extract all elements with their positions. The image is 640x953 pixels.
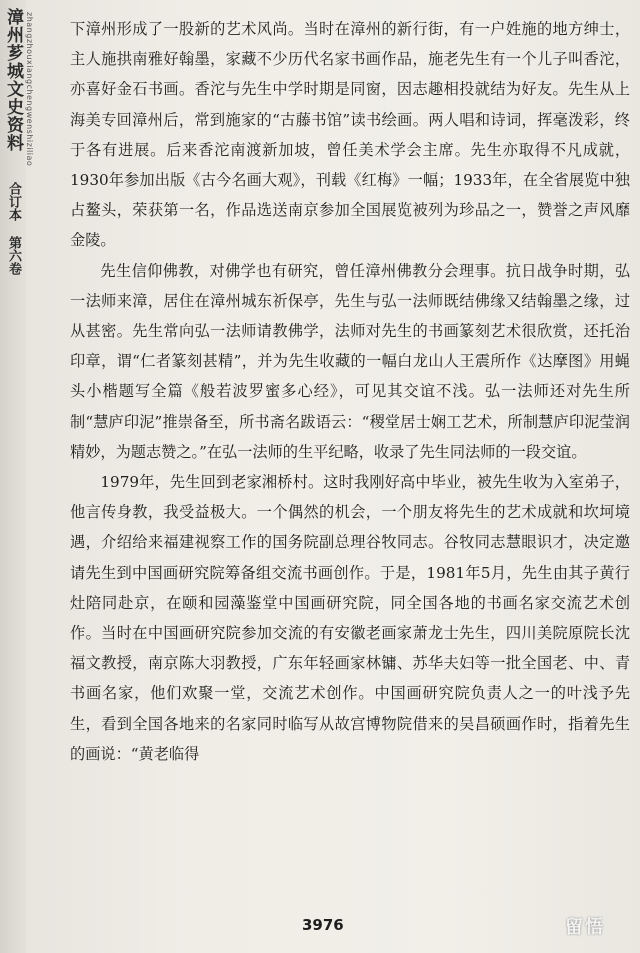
- page-body-text: [70, 14, 630, 769]
- page-number: 3976: [302, 916, 344, 934]
- paragraph: 先生信仰佛教，对佛学也有研究，曾任漳州佛教分会理事。抗日战争时期，弘一法师来漳，居住在漳州城东祈保亭，先生与弘一法师既结佛缘又结翰墨之缘，过从甚密。先生常向弘一法师请教佛学，法师对先生的书画篆刻艺术很欣赏，还托治印章，谓“仁者篆刻甚精”，并为先生收藏的一幅白龙山人王震所作《达摩图》用蝇头小楷题写全篇《般若波罗蜜多心经》，可见其交谊不浅。弘一法师还对先生所制“慧庐印泥”推崇备至，所书斋名跋语云：“稷堂居士娴工艺术，所制慧庐印泥莹润精妙，为题志赞之。”在弘一法师的生平纪略，收录了先生同法师的一段交谊。: [70, 261, 630, 461]
- book-spine-margin: [0, 0, 34, 953]
- book-series-title: 漳州芗城文史资料: [3, 8, 23, 152]
- paragraph: 下漳州形成了一股新的艺术风尚。当时在漳州的新行街，有一户姓施的地方绅士，主人施拱南雅好翰墨，家藏不少历代名家书画作品，施老先生有一个儿子叫香沱，亦喜好金石书画。香沱与先生中学时期是同窗，因志趣相投就结为好友。先生从上海美专回漳州后，常到施家的“古藤书馆”读书绘画。两人唱和诗词，挥毫泼彩，终于各有进展。后来香沱南渡新加坡，曾任美术学会主席。先生亦取得不凡成就，1930年参加出版《古今名画大观》，刊载《红梅》一幅；1933年，在全省展览中独占鳌头，荣获第一名，作品选送南京参加全国展览被列为珍品之一，赞誉之声风靡金陵。: [70, 20, 630, 250]
- book-series-pinyin: zhangzhouxiangchengwenshiziliao: [25, 12, 34, 167]
- paragraph: 1979年，先生回到老家湘桥村。这时我刚好高中毕业，被先生收为入室弟子，他言传身教，我受益极大。一个偶然的机会，一个朋友将先生的艺术成就和坎坷境遇，介绍给来福建视察工作的国务院副总理谷牧同志。谷牧同志慧眼识才，决定邀请先生到中国画研究院筹备组交流书画创作。于是，1981年5月，先生由其子黄行灶陪同赴京，在颐和园藻鉴堂中国画研究院，同全国各地的书画名家交流艺术创作。当时在中国画研究院参加交流的有安徽老画家萧龙士先生，四川美院原院长沈福文教授，南京陈大羽教授，广东年轻画家林镛、苏华夫妇等一批全国老、中、青书画名家，他们欢聚一堂，交流艺术创作。中国画研究院负责人之一的叶浅予先生，看到全国各地来的名家同时临写从故宫博物院借来的吴昌硕画作时，指着先生的画说：“黄老临得: [70, 473, 630, 763]
- book-volume-label: 合订本 第六卷: [6, 182, 21, 275]
- watermark-logo: 留悟: [565, 917, 605, 938]
